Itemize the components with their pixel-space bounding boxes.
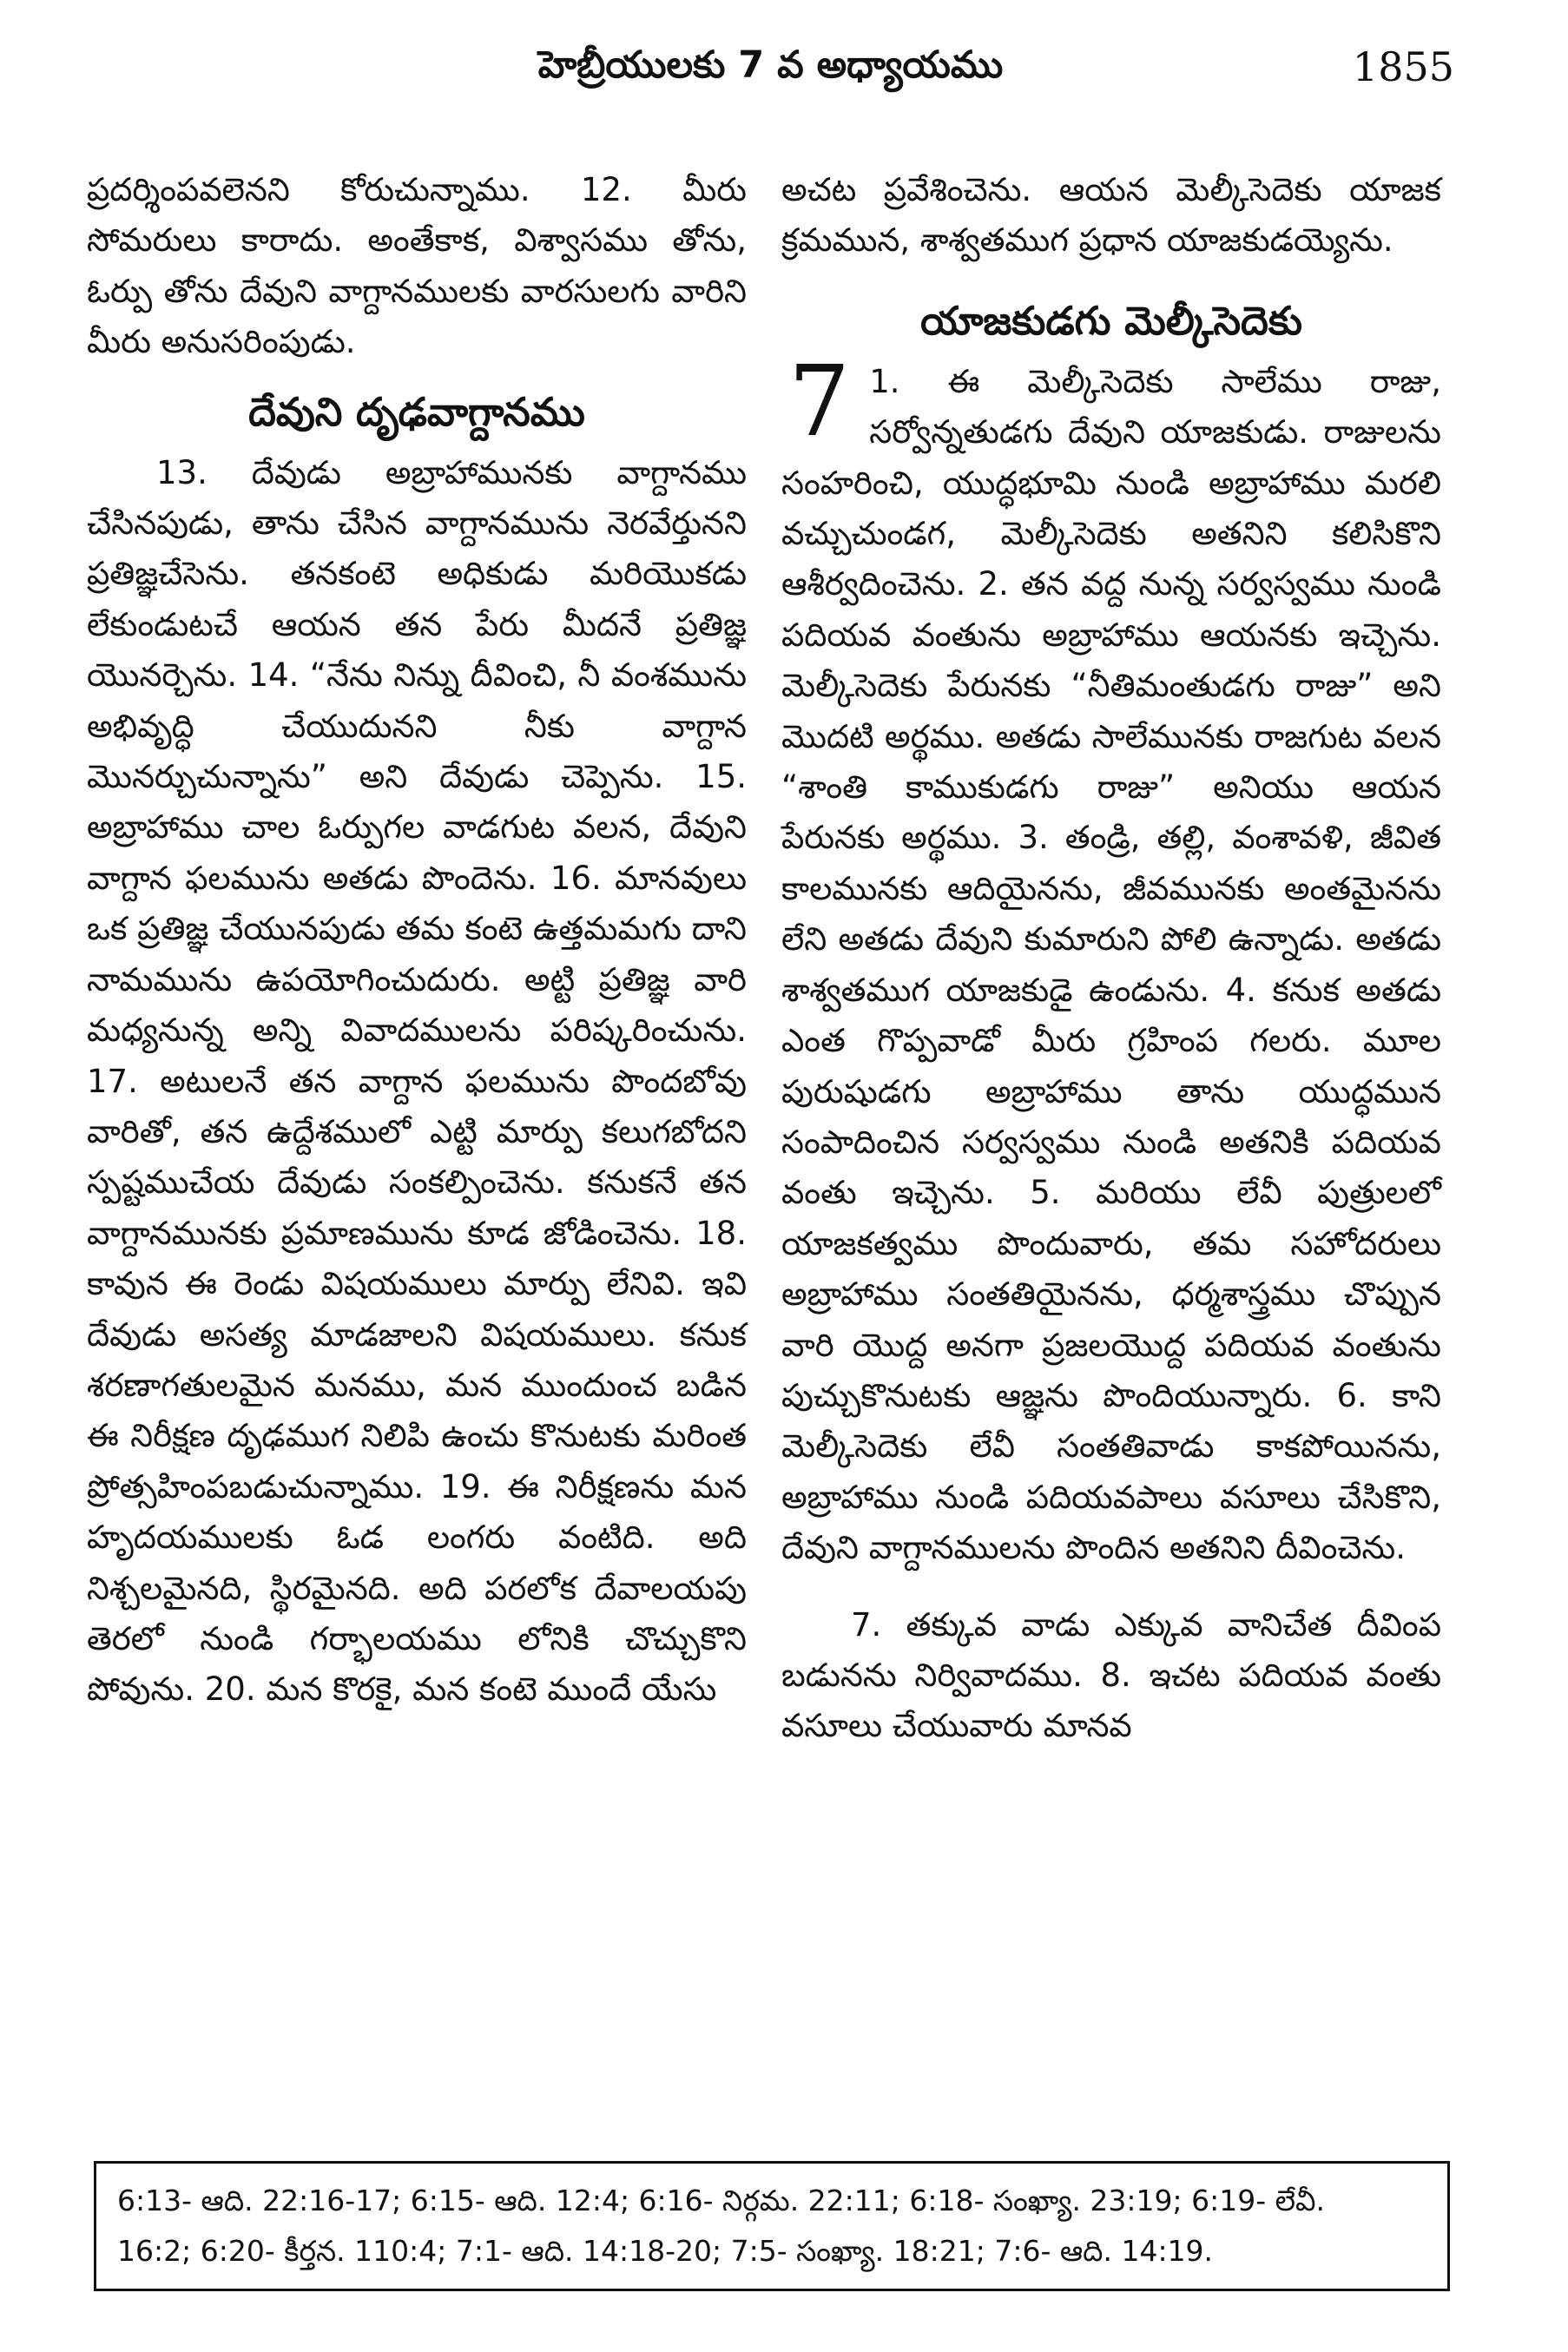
paragraph: 13. దేవుడు అబ్రాహామునకు వాగ్దానము చేసినపుడు, తాను చేసిన వాగ్దానమును నెరవేర్తునని ప్రతిజ్ఞచేసెను. తనకంటె అధికుడు మరియొకడు లేకుండుటచే ఆయన తన పేరు మీదనే ప్రతిజ్ఞ యొనర్చెను. 14. “నేను నిన్ను దీవించి, నీ వంశమును అభివృద్ధి చేయుదునని నీకు వాగ్దాన మొనర్చుచున్నాను” అని దేవుడు చెప్పెను. 15. అబ్రాహాము చాల ఓర్పుగల వాడగుట వలన, దేవుని వాగ్దాన ఫలమును అతడు పొందెను. 16. మానవులు ఒక ప్రతిజ్ఞ చేయునపుడు తమ కంటె ఉత్తమమగు దాని నామమును ఉపయోగించుదురు. అట్టి ప్రతిజ్ఞ వారి మధ్యనున్న అన్ని వివాదములను పరిష్కరించును. 17. అటులనే తన వాగ్దాన ఫలమును పొందబోవు వారితో, తన ఉద్దేశములో ఎట్టి మార్పు కలుగబోదని స్పష్టముచేయ దేవుడు సంకల్పించెను. కనుకనే తన వాగ్దానమునకు ప్రమాణమును కూడ జోడించెను. 18. కావున ఈ రెండు విషయములు మార్పు లేనివి. ఇవి దేవుడు అసత్య మాడజాలని విషయములు. కనుక శరణాగతులమైన మనము, మన ముందుంచ బడిన ఈ నిరీక్షణ దృఢముగ నిలిపి ఉంచు కొనుటకు మరింత ప్రోత్సహింపబడుచున్నాము. 19. ఈ నిరీక్షణను మన హృదయములకు ఓడ లంగరు వంటిది. అది నిశ్చలమైనది, స్థిరమైనది. అది పరలోక దేవాలయపు తెరలో నుండి గర్భాలయము లోనికి చొచ్చుకొని పోవును. 20. మన కొరకై, మన కంటె ముందే యేసు bbox=[87, 453, 747, 1709]
paragraph: ప్రదర్శింపవలెనని కోరుచున్నాము. 12. మీరు సోమరులు కారాదు. అంతేకాక, విశ్వాసము తోను, ఓర్పు తోను దేవుని వాగ్దానములకు వారసులగు వారిని మీరు అనుసరింపుడు. bbox=[87, 171, 747, 361]
page-header bbox=[87, 43, 1454, 113]
footnote-line: 16:2; 6:20- కీర్తన. 110:4; 7:1- ఆది. 14:18-20; 7:5- సంఖ్యా. 18:21; 7:6- ఆది. 14:19. bbox=[117, 2234, 1214, 2268]
paragraph-gap bbox=[781, 1574, 1441, 1600]
section-heading: యాజకుడగు మెల్కీసెదెకు bbox=[920, 297, 1302, 344]
page-number: 1855 bbox=[1352, 43, 1454, 90]
cross-reference-box bbox=[94, 2161, 1450, 2291]
section-heading: దేవుని దృఢవాగ్దానము bbox=[248, 388, 585, 435]
paragraph-with-chapter-number bbox=[781, 345, 1441, 1574]
footnote-line: 6:13- ఆది. 22:16-17; 6:15- ఆది. 12:4; 6:16- నిర్గమ. 22:11; 6:18- సంఖ్యా. 23:19; 6:19- లేవీ. bbox=[117, 2184, 1325, 2217]
chapter-number: 7 bbox=[788, 345, 851, 458]
running-head: హెబ్రీయులకు 7 వ అధ్యాయము bbox=[537, 43, 1004, 87]
paragraph: అచట ప్రవేశించెను. ఆయన మెల్కీసెదెకు యాజక క్రమమున, శాశ్వతముగ ప్రధాన యాజకుడయ్యెను. bbox=[781, 171, 1441, 260]
paragraph: 7. తక్కువ వాడు ఎక్కువ వానిచేత దీవింప బడునను నిర్వివాదము. 8. ఇచట పదియవ వంతు వసూలు చేయువారు మానవ bbox=[781, 1605, 1441, 1745]
right-column bbox=[781, 165, 1441, 1752]
left-column bbox=[87, 165, 747, 1716]
paragraph-text: 1. ఈ మెల్కీసెదెకు సాలేము రాజు, సర్వోన్నతుడగు దేవుని యాజకుడు. రాజులను సంహరించి, యుద్ధభూమి నుండి అబ్రాహాము మరలి వచ్చుచుండగ, మెల్కీసెదెకు అతనిని కలిసికొని ఆశీర్వదించెను. 2. తన వద్ద నున్న సర్వస్వము నుండి పదియవ వంతును అబ్రాహాము ఆయనకు ఇచ్చెను. మెల్కీసెదెకు పేరునకు “నీతిమంతుడగు రాజు” అని మొదటి అర్థము. అతడు సాలేమునకు రాజగుట వలన “శాంతి కాముకుడగు రాజు” అనియు ఆయన పేరునకు అర్థము. 3. తండ్రి, తల్లి, వంశావళి, జీవిత కాలమునకు ఆదియైనను, జీవమునకు అంతమైనను లేని అతడు దేవుని కుమారుని పోలి ఉన్నాడు. అతడు శాశ్వతముగ యాజకుడై ఉండును. 4. కనుక అతడు ఎంత గొప్పవాడో మీరు గ్రహింప గలరు. మూల పురుషుడగు అబ్రాహాము తాను యుద్ధమున సంపాదించిన సర్వస్వము నుండి అతనికి పదియవ వంతు ఇచ్చెను. 5. మరియు లేవీ పుత్రులలో యాజకత్వము పొందువారు, తమ సహోదరులు అబ్రాహాము సంతతియైనను, ధర్మశాస్త్రము చొప్పున వారి యొద్ద అనగా ప్రజలయొద్ద పదియవ వంతును పుచ్చుకొనుటకు ఆజ్ఞను పొందియున్నారు. 6. కాని మెల్కీసెదెకు లేవీ సంతతివాడు కాకపోయినను, అబ్రాహాము నుండి పదియవపాలు వసూలు చేసికొని, దేవుని వాగ్దానములను పొందిన అతనిని దీవించెను. bbox=[781, 362, 1441, 1567]
